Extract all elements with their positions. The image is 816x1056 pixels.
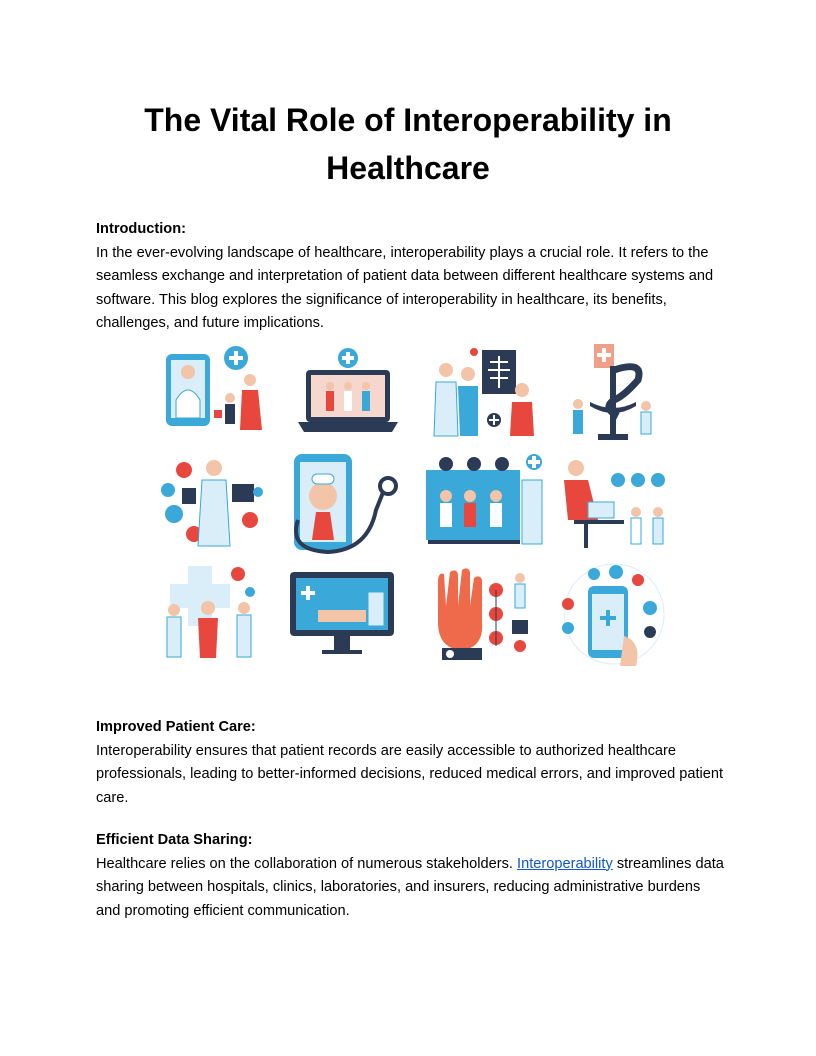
improved-care-body: Interoperability ensures that patient records are easily accessible to authorized healthcare professionals, leading to better-informed decisions, reduced medical errors, and improved patient care. — [96, 742, 724, 806]
healthcare-icon-grid — [154, 340, 674, 670]
improved-care-section — [96, 716, 726, 810]
improved-care-heading: Improved Patient Care: — [96, 719, 256, 735]
page-title — [96, 96, 720, 192]
intro-heading: Introduction: — [96, 221, 186, 237]
data-sharing-text-after: streamlines data sharing between hospitals, clinics, laboratories, and insurers, reducing administrative burdens and promoting efficient communication. — [96, 855, 724, 919]
interoperability-link[interactable]: Interoperability — [517, 855, 613, 872]
data-sharing-section — [96, 829, 726, 923]
laptop-telemedicine-icon — [288, 340, 408, 448]
monitor-injection-icon — [288, 562, 408, 670]
data-sharing-text-before: Healthcare relies on the collaboration of numerous stakeholders. — [96, 855, 518, 872]
intro-section — [96, 218, 726, 336]
hand-health-data-icon — [424, 562, 544, 670]
title-line-1: The Vital Role of Interoperability in — [144, 102, 672, 138]
doctor-data-charts-icon — [154, 450, 274, 558]
data-sharing-heading: Efficient Data Sharing: — [96, 832, 253, 848]
medical-team-icon — [154, 562, 274, 670]
data-sharing-body — [96, 853, 726, 924]
waiting-room-icon — [424, 450, 544, 558]
remote-consultation-icon — [554, 450, 674, 558]
smartphone-health-apps-icon — [554, 562, 674, 670]
doctors-xray-icon — [424, 340, 544, 448]
phone-stethoscope-icon — [288, 450, 408, 558]
title-line-2: Healthcare — [326, 150, 490, 186]
doctor-tablet-family-icon — [154, 340, 274, 448]
caduceus-staff-icon — [554, 340, 674, 448]
intro-body: In the ever-evolving landscape of healthcare, interoperability plays a crucial role. It refers to the seamless exchange and interpretation of patient data between different healthcare systems and software. This blog explores the significance of interoperability in healthcare, its benefits, challenges, and future implications. — [96, 244, 714, 331]
